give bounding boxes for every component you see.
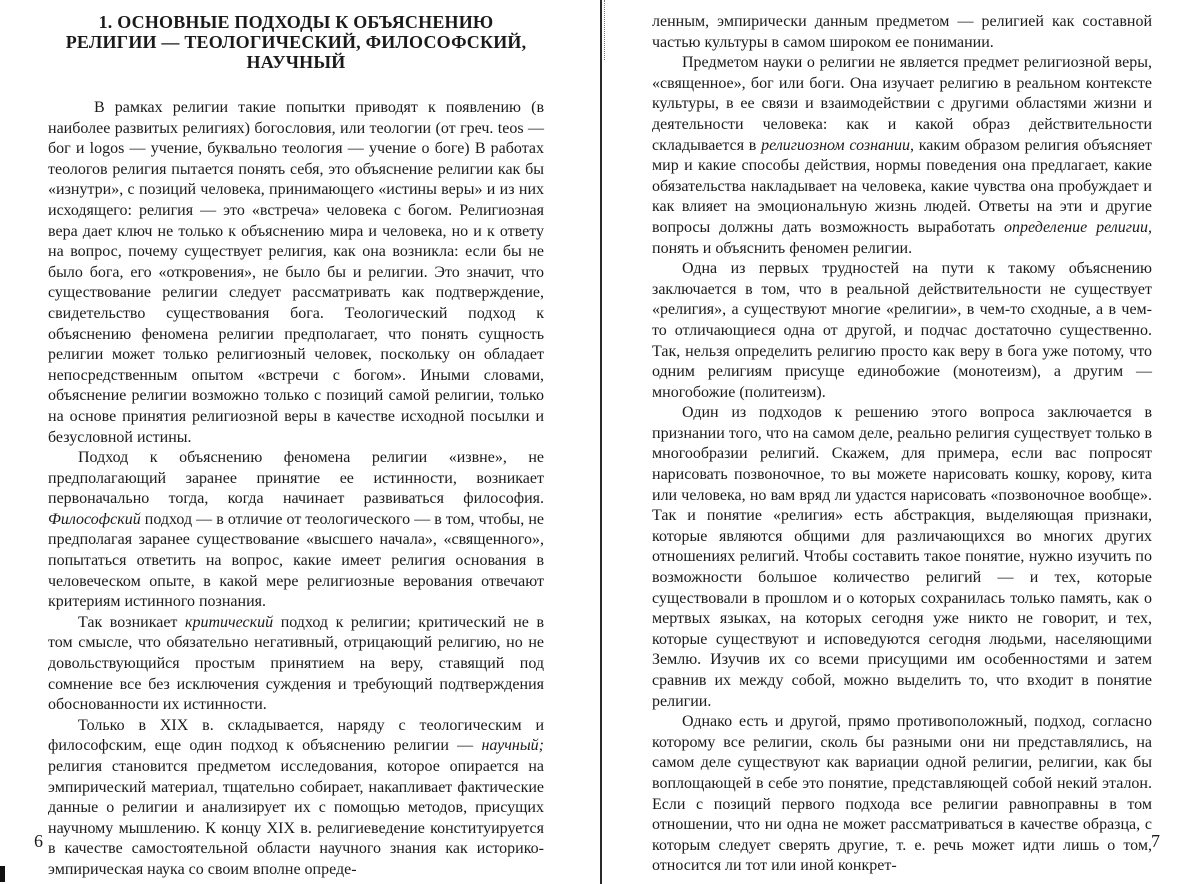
paragraph: Один из подходов к решению этого вопроса заключается в признании того, что на самом деле, реально религия существует только в многообразии религий. Скажем, для примера, если вас попросят нарисовать позвоночное, то вы можете нарисовать кошку, корову, кита или человека, но вам вряд ли удастся нарисовать «позвоночное вообще». Так и понятие «религия» есть абстракция, выделяющая признаки, которые являются общими для различающихся во многих других отношениях религий. Чтобы составить такое понятие, нужно изучить по возможности большое количество религий — и тех, которые существовали в прошлом и о которых сохранилась только память, как о мертвых языках, на которых сегодня уже никто не говорит, и тех, которые существуют и исповедуются сегодня людьми, населяющими Землю. Изучив их со всеми присущими им особенностями и затем сравнив их между собой, можно выделить то, что входит в понятие религии.: [652, 404, 1152, 710]
scan-edge-mark: [0, 866, 5, 882]
paragraph: Одна из первых трудностей на пути к такому объяснению заключается в том, что в реальной действительности не существует «религия», а существуют многие «религии», в чем-то сходные, а в чем-то отличающиеся одна от другой, и подчас достаточно существенно. Так, нельзя определить религию просто как веру в бога уже потому, что одним религиям присуще единобожие (монотеизм), а другим — многобожие (политеизм).: [652, 260, 1152, 401]
heading-line: НАУЧНЫЙ: [246, 52, 346, 72]
paragraph: Только в XIX в. складывается, наряду с теологическим и философским, еще один подход к объяснению религии — научный; религия становится предметом исследования, которое опирается на эмпирический материал, тщательно собирает, накапливает фактические данные о религии и анализирует их с помощью методов, присущих научному мышлению. К концу XIX в. религиеведение конституируется в качестве самостоятельной области научного знания как историко-эмпирическая наука со своим вполне опреде-: [48, 716, 544, 878]
heading-line: 1. ОСНОВНЫЕ ПОДХОДЫ К ОБЪЯСНЕНИЮ: [98, 12, 494, 32]
heading-line: РЕЛИГИИ — ТЕОЛОГИЧЕСКИЙ, ФИЛОСОФСКИЙ,: [65, 32, 527, 52]
paragraph: Однако есть и другой, прямо противоположный, подход, согласно которому все религии, сколь бы разными они ни представлялись, на самом деле существуют как вариации одной религии, религии, как бы воплощающей в себе это понятие, представляющей собой некий эталон. Если с позиций первого подхода все религии равноправны в том отношении, что ни одна не может рассматриваться в качестве образца, с которым следует сверять другие, т. е. речь может идти лишь о том, относится ли тот или иной конкрет-: [652, 713, 1152, 875]
emphasis: научный;: [481, 737, 544, 755]
paragraph: ленным, эмпирически данным предметом — религией как составной частью культуры в самом широком ее понимании.: [652, 13, 1152, 51]
paragraph: Предметом науки о религии не является предмет религиозной веры, «священное», бог или боги. Она изучает религию в реальном контексте культуры, в ее связи и взаимодействии с другими областями жизни и деятельности человека: как и какой образ действительности складывается в религиозном сознании, каким образом религия объясняет мир и какие способы действия, нормы поведения она предлагает, какие обязательства накладывает на человека, какие чувства она пробуждает и как влияет на эмоциональную жизнь людей. Ответы на эти и другие вопросы должны дать возможность выработать определение религии, понять и объяснить феномен религии.: [652, 54, 1153, 257]
chapter-heading: [48, 12, 544, 72]
paragraph: Подход к объяснению феномена религии «извне», не предполагающий заранее принятие ее истинности, возникает первоначально тогда, когда начинает развиваться философия. Философский подход — в отличие от теологического — в том, чтобы, не предполагая заранее существование «высшего начала», «священного», попытаться ответить на вопрос, какие имеет религия основания в человеческом опыте, в какой мере религиозные верования отвечают критериям истинного познания.: [48, 449, 545, 611]
emphasis: Философский: [48, 510, 141, 528]
paragraph: В рамках религии такие попытки приводят к появлению (в наиболее развитых религиях) богословия, или теологии (от греч. teos — бог и logos — учение, буквально теология — учение о боге) В работах теологов религия пытается понять себя, это объяснение религии как бы «изнутри», с позиций человека, принимающего «истины веры» и из них исходящего: религия — это «встреча» человека с богом. Религиозная вера дает ключ не только к объяснению мира и человека, но и к ответу на вопрос, почему существует религия, как она возникла: если бы не было бога, его «откровения», не было бы и религии. Это значит, что существование религии следует рассматривать как подтверждение, свидетельство существования бога. Теологический подход к объяснению феномена религии предполагает, что понять сущность религии может только религиозный человек, поскольку он обладает непосредственным опытом «встречи с богом». Иными словами, объяснение религии возможно только с позиций самой религии, только на основе принятия религиозной веры в качестве исходной посылки и безусловной истины.: [48, 99, 544, 446]
right-page: [604, 0, 1200, 884]
emphasis: религиозном сознании,: [761, 136, 914, 154]
emphasis: критический: [184, 613, 274, 631]
emphasis: определение религии,: [1004, 218, 1153, 236]
book-gutter: [600, 0, 602, 884]
right-body-text: [652, 12, 1152, 877]
page-number: 7: [1151, 831, 1160, 851]
left-body-text: [48, 98, 544, 881]
page-number: 6: [34, 831, 43, 851]
paragraph: Так возникает критический подход к религии; критический не в том смысле, что обязательно негативный, отрицающий религию, но не довольствующийся простым принятием на веру, ставящий под сомнение все без исключения суждения и требующий подтверждения обоснованности их истинности.: [48, 613, 544, 714]
